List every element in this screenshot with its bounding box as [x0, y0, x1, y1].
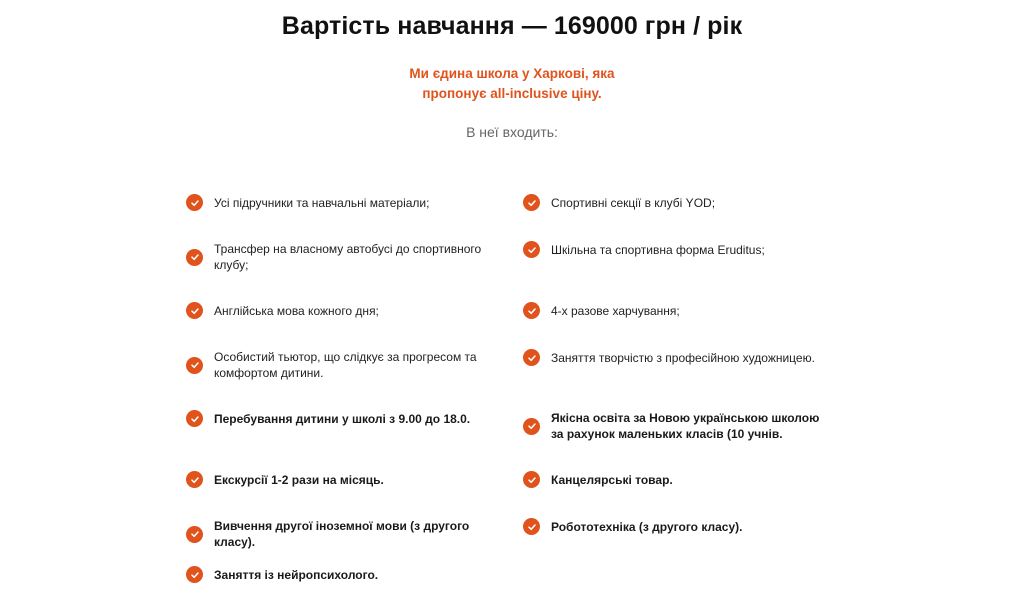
- check-circle-icon: [523, 241, 540, 258]
- check-circle-icon: [523, 194, 540, 211]
- list-item: [523, 518, 823, 535]
- item-text: Робототехніка (з другого класу).: [551, 519, 743, 534]
- item-text: Усі підручники та навчальні матеріали;: [214, 195, 430, 210]
- item-text: Особистий тьютор, що слідкує за прогресом та комфортом дитини.: [214, 350, 477, 380]
- check-circle-icon: [186, 526, 203, 543]
- list-item: [186, 518, 506, 550]
- check-circle-icon: [523, 418, 540, 435]
- list-item: [186, 410, 486, 427]
- list-item: [523, 241, 823, 258]
- list-item: [186, 566, 486, 583]
- item-text: Заняття творчістю з професійною художницею.: [551, 350, 815, 365]
- list-item: [523, 302, 823, 319]
- list-item: [186, 302, 486, 319]
- item-text: Англійська мова кожного дня;: [214, 303, 379, 318]
- list-item: [523, 410, 823, 442]
- item-text: Трансфер на власному автобусі до спортивного клубу;: [214, 242, 482, 272]
- item-text: Канцелярські товар.: [551, 472, 673, 487]
- item-text: 4-х разове харчування;: [551, 303, 680, 318]
- check-circle-icon: [186, 249, 203, 266]
- subtitle-line-2: пропонує all-inclusive ціну.: [422, 86, 602, 101]
- subtitle: [0, 64, 1024, 104]
- item-text: Перебування дитини у школі з 9.00 до 18.0.: [214, 411, 471, 426]
- check-circle-icon: [186, 357, 203, 374]
- list-item: [523, 349, 843, 366]
- item-text: Спортивні секції в клубі YOD;: [551, 195, 716, 210]
- check-circle-icon: [523, 518, 540, 535]
- item-text: Вивчення другої іноземної мови (з другого класу).: [214, 519, 470, 549]
- list-item: [523, 471, 823, 488]
- item-text: Екскурсії 1-2 рази на місяць.: [214, 472, 384, 487]
- intro-text: В неї входить:: [466, 124, 558, 140]
- check-circle-icon: [186, 302, 203, 319]
- subtitle-line-1: Ми єдина школа у Харкові, яка: [409, 66, 615, 81]
- page-title: Вартість навчання — 169000 грн / рік: [281, 12, 743, 40]
- check-circle-icon: [186, 194, 203, 211]
- check-circle-icon: [186, 410, 203, 427]
- list-item: [186, 471, 486, 488]
- item-text: Заняття із нейропсихолого.: [214, 567, 379, 582]
- check-circle-icon: [523, 471, 540, 488]
- item-text: Шкільна та спортивна форма Eruditus;: [551, 242, 765, 257]
- list-item: [523, 194, 823, 211]
- list-item: [186, 194, 486, 211]
- item-text: Якісна освіта за Новою українською школою за рахунок маленьких класів (10 учнів.: [551, 411, 820, 441]
- list-item: [186, 241, 486, 273]
- check-circle-icon: [186, 566, 203, 583]
- check-circle-icon: [523, 302, 540, 319]
- check-circle-icon: [523, 349, 540, 366]
- check-circle-icon: [186, 471, 203, 488]
- list-item: [186, 349, 486, 381]
